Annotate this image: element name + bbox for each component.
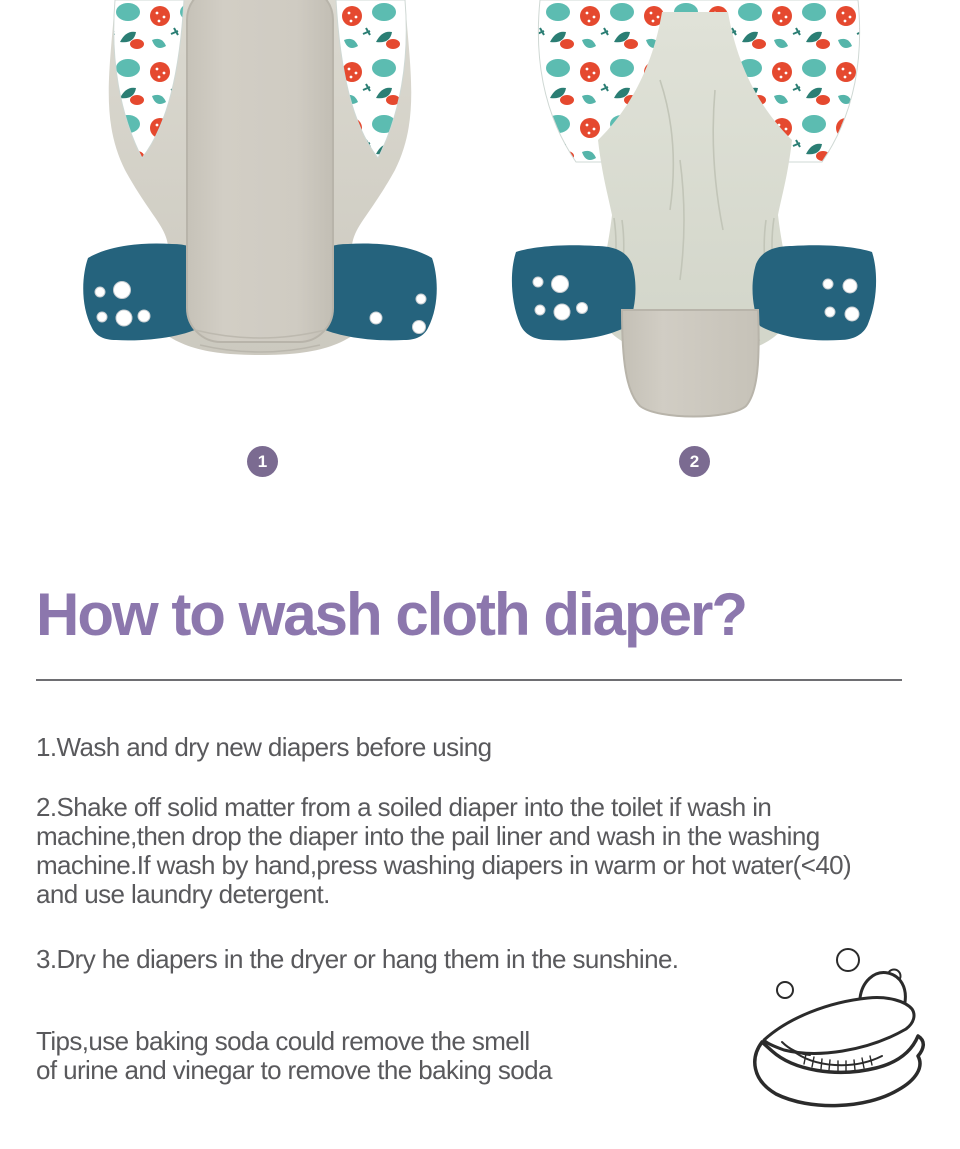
wash-diaper-doodle-icon [748, 946, 934, 1108]
instruction-step-1: 1.Wash and dry new diapers before using [36, 732, 492, 762]
photo-number-badge-1: 1 [247, 446, 278, 477]
heading-divider [36, 679, 902, 681]
tips-line-2: of urine and vinegar to remove the baking soda [36, 1055, 552, 1085]
product-photo-diaper-2 [510, 0, 878, 470]
photo-number-badge-2: 2 [679, 446, 710, 477]
instruction-step-2-line-4: and use laundry detergent. [36, 879, 330, 909]
product-photo-diaper-1 [80, 0, 440, 440]
tips-text [36, 1027, 552, 1085]
tips-line-1: Tips,use baking soda could remove the smell [36, 1026, 530, 1056]
diaper2-insert-flap [622, 310, 759, 417]
instruction-step-2-line-3: machine.If wash by hand,press washing diapers in warm or hot water(<40) [36, 850, 852, 880]
instruction-step-3: 3.Dry he diapers in the dryer or hang them in the sunshine. [36, 944, 679, 974]
page-title: How to wash cloth diaper? [36, 581, 747, 648]
instruction-step-2-line-2: machine,then drop the diaper into the pail liner and wash in the washing [36, 821, 820, 851]
instruction-step-2-line-1: 2.Shake off solid matter from a soiled diaper into the toilet if wash in [36, 792, 772, 822]
diaper1-insert [187, 0, 333, 342]
instruction-step-2 [36, 793, 851, 909]
